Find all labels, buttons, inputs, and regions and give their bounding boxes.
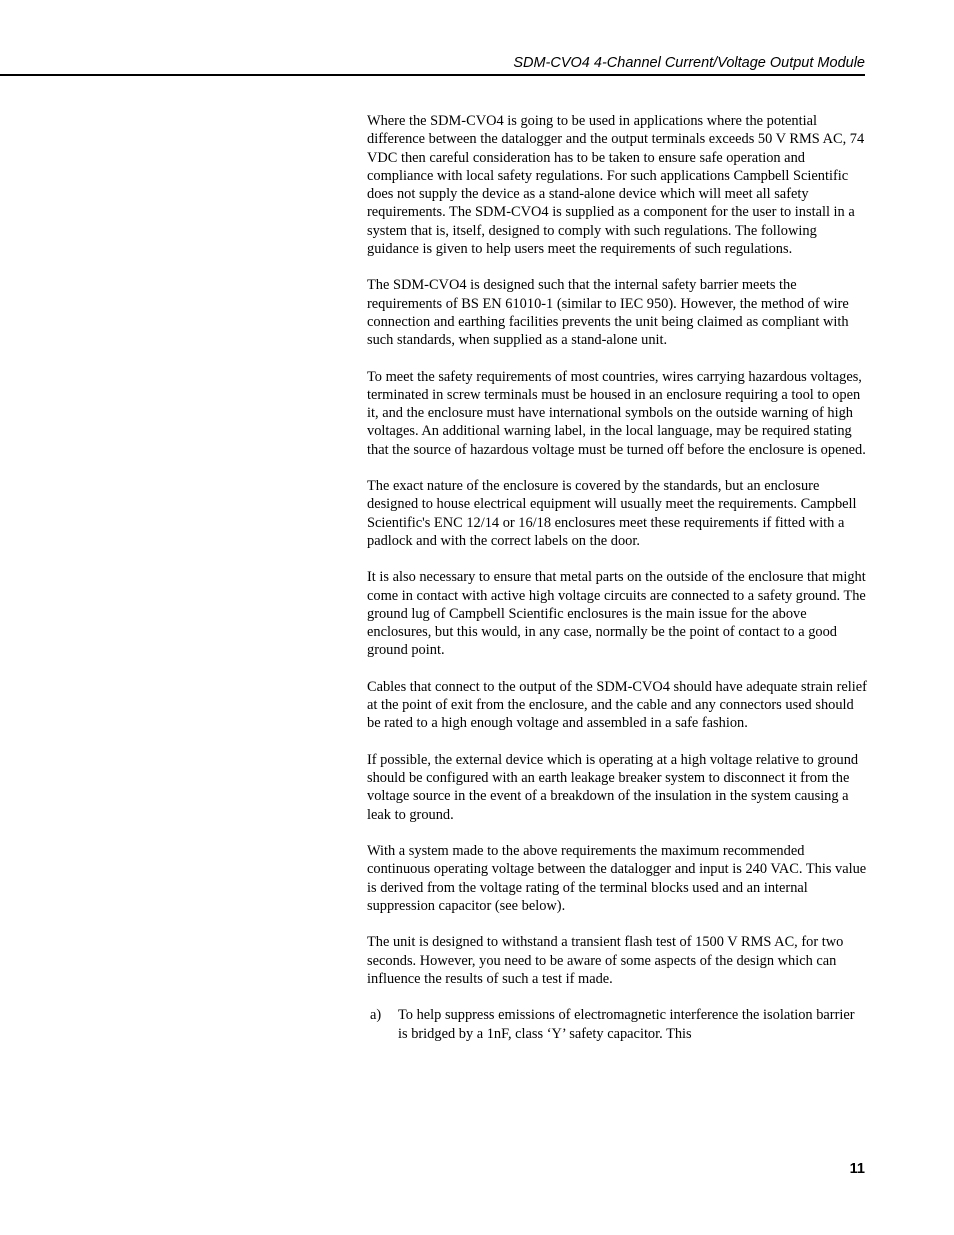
paragraph-safety-ground: It is also necessary to ensure that metal parts on the outside of the enclosure that might come in contact with active high voltage circuits are connected to a safety ground. The ground lug of Campbell Scientific enclosures is the main issue for the above enclosures, but this would, in any case, normally be the point of contact to a good ground point. — [367, 569, 866, 659]
header-rule — [0, 74, 865, 76]
paragraph-earth-leakage: If possible, the external device which is operating at a high voltage relative to ground should be configured with an earth leakage breaker system to disconnect it from the voltage source in the event of a breakdown of the insulation in the system causing a leak to ground. — [367, 751, 859, 823]
paragraph-operating-voltage: With a system made to the above requirements the maximum recommended continuous operating voltage between the datalogger and input is 240 VAC. This value is derived from the voltage rating of the terminal blocks used and an internal suppression capacitor (see below). — [367, 843, 867, 914]
paragraph-enclosure-requirements: To meet the safety requirements of most countries, wires carrying hazardous voltages, terminated in screw terminals must be housed in an enclosure requiring a tool to open it, and the enclosure must have international symbols on the outside warning of high voltages. An additional warning label, in the local language, may be required stating that the source of hazardous voltage must be turned off before the enclosure is opened. — [367, 368, 866, 458]
list-item — [367, 1006, 867, 1043]
paragraph-safety-barrier: The SDM-CVO4 is designed such that the internal safety barrier meets the requirements of BS EN 61010-1 (similar to IEC 950). However, the method of wire connection and earthing facilities prevents the unit being claimed as compliant with such standards, when supplied as a stand-alone unit. — [367, 277, 849, 348]
paragraph-cable-strain-relief: Cables that connect to the output of the SDM-CVO4 should have adequate strain relief at the point of exit from the enclosure, and the cable and any connectors used should be rated to a high enough voltage and assembled in a safe fashion. — [367, 678, 867, 732]
body-column — [367, 112, 867, 1043]
page-number: 11 — [849, 1161, 865, 1177]
paragraph-safety-overview: Where the SDM-CVO4 is going to be used in applications where the potential difference between the datalogger and the output terminals exceeds 50 V RMS AC, 74 VDC then careful consideration has to be taken to ensure safe operation and compliance with local safety regulations. For such applications Campbell Scientific does not supply the device as a stand-alone device which will meet all safety requirements. The SDM-CVO4 is supplied as a component for the user to install in a system that is, itself, designed to comply with such regulations. The following guidance is given to help users meet the requirements of such regulations. — [367, 113, 865, 257]
paragraph-flash-test: The unit is designed to withstand a transient flash test of 1500 V RMS AC, for two seconds. However, you need to be aware of some aspects of the design which can influence the results of such a test if made. — [367, 934, 844, 987]
running-header-title: SDM-CVO4 4-Channel Current/Voltage Output Module — [513, 55, 865, 71]
paragraph-enclosure-standards: The exact nature of the enclosure is covered by the standards, but an enclosure designed to house electrical equipment will usually meet the requirements. Campbell Scientific's ENC 12/14 or 16/18 enclosures meet these requirements if fitted with a padlock and with the correct labels on the door. — [367, 478, 857, 549]
list-item-text: To help suppress emissions of electromagnetic interference the isolation barrier is bridged by a 1nF, class ‘Y’ safety capacitor. This — [398, 1007, 855, 1042]
list-marker: a) — [370, 1007, 382, 1024]
